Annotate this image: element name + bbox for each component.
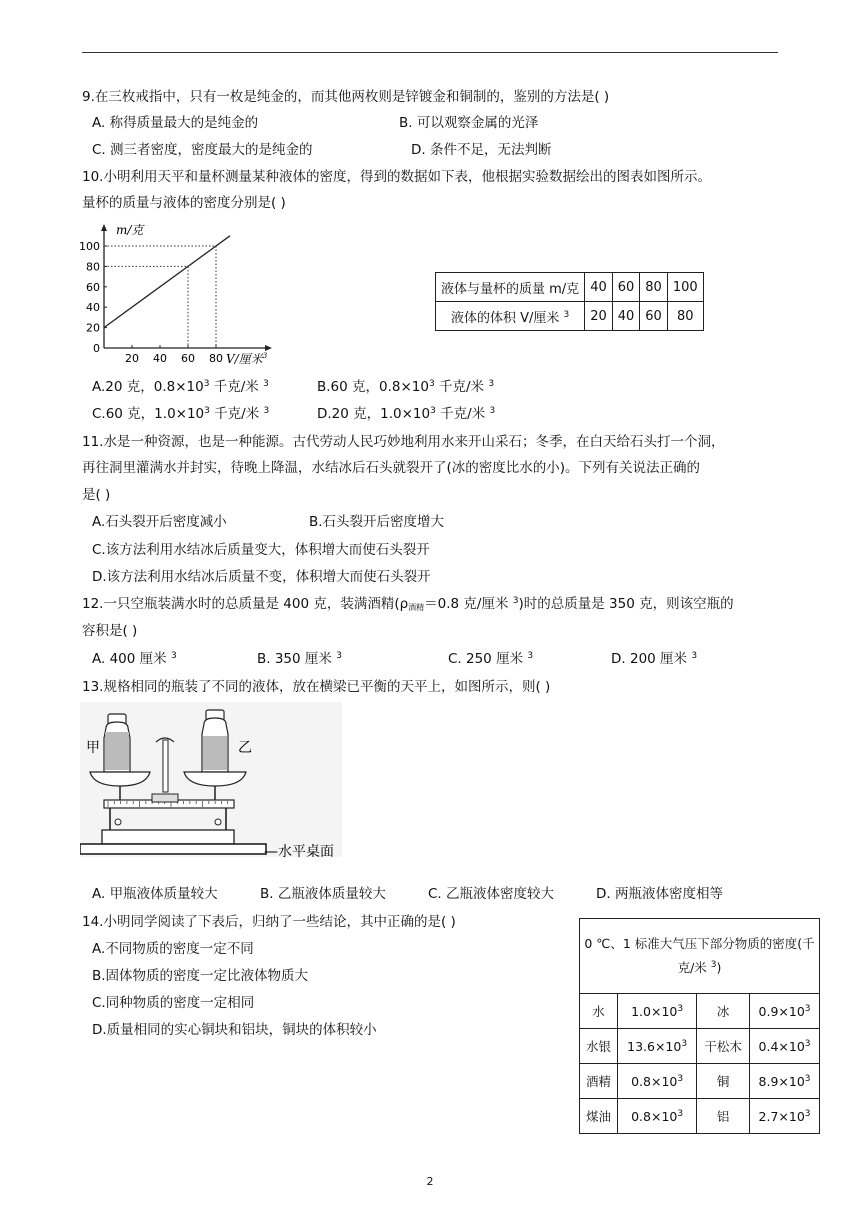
table-cell: 酒精 [580, 1064, 618, 1099]
q12-stem-line2: 容积是( ) [82, 623, 138, 639]
table-cell: $0.9\times 10^3$ [750, 994, 820, 1029]
table-cell: 100 [667, 273, 703, 302]
table-cell: 煤油 [580, 1099, 618, 1134]
q11-option-c: C.该方法利用水结冰后质量变大，体积增大而使石头裂开 [92, 542, 430, 558]
row1-label: 液体与量杯的质量 m/克 [436, 273, 585, 302]
q9-option-d: D. 条件不足，无法判断 [411, 142, 552, 158]
density-table-header: 0 ℃、1 标准大气压下部分物质的密度(千克/米 $^3$) [580, 919, 820, 994]
q13-stem: 13.规格相同的瓶装了不同的液体，放在横梁已平衡的天平上，如图所示，则( ) [82, 679, 551, 695]
q11-stem-line1: 11.水是一种资源，也是一种能源。古代劳动人民巧妙地利用水来开山采石；冬季，在白天给石头打一个洞， [82, 434, 725, 450]
y-tick-label: 40 [86, 301, 100, 315]
x-tick-label: 80 [209, 352, 223, 365]
q14-option-a: A.不同物质的密度一定不同 [92, 941, 254, 957]
table-cell: $0.8\times 10^3$ [617, 1099, 696, 1134]
pointer [163, 740, 168, 792]
table-label: —水平桌面 [264, 844, 334, 860]
q13-balance-figure [80, 702, 380, 872]
q12-option-b: B. 350 厘米 $^3$ [257, 651, 342, 667]
table-cell: 铝 [697, 1099, 750, 1134]
table-cell: 80 [640, 273, 668, 302]
y-tick-label: 80 [86, 260, 100, 274]
q10-option-a: A.20 克，$0.8\times 10^3$ 千克/米 $^3$ [92, 379, 269, 395]
q13-option-b: B. 乙瓶液体质量较大 [260, 886, 386, 902]
table-cell: $0.8\times 10^3$ [617, 1064, 696, 1099]
table-row [580, 1099, 820, 1134]
q11-option-a: A.石头裂开后密度减小 [92, 514, 227, 530]
q12-option-a: A. 400 厘米 $^3$ [92, 651, 177, 667]
x-tick-label: 60 [181, 352, 195, 365]
table-cell: $1.0\times 10^3$ [617, 994, 696, 1029]
adjust-knob-right [215, 819, 221, 825]
page-number: 2 [426, 1175, 434, 1188]
y-tick-label: 20 [86, 321, 100, 335]
q11-stem-line3: 是( ) [82, 487, 111, 503]
graph-x-label: V/厘米$^3$ [226, 352, 268, 366]
y-tick-label: 60 [86, 280, 100, 294]
q10-option-b: B.60 克，$0.8\times 10^3$ 千克/米 $^3$ [317, 379, 495, 395]
table-cell: 水银 [580, 1029, 618, 1064]
table-cell: 60 [640, 302, 668, 331]
x-tick-label: 40 [153, 352, 167, 365]
label-yi: 乙 [238, 740, 252, 756]
table-row [580, 919, 820, 994]
q14-option-c: C.同种物质的密度一定相同 [92, 995, 255, 1011]
q11-stem-line2: 再往洞里灌满水并封实，待晚上降温，水结冰后石头就裂开了(冰的密度比水的小)。下列有关说法正确的 [82, 460, 701, 476]
graph-x-arrow [265, 345, 272, 351]
table-row [436, 273, 704, 302]
table-cell: 40 [585, 273, 613, 302]
table-cell: 20 [585, 302, 613, 331]
table-cell: 铜 [697, 1064, 750, 1099]
q10-data-table [435, 272, 704, 331]
table-row [580, 1064, 820, 1099]
q13-option-c: C. 乙瓶液体密度较大 [428, 886, 555, 902]
q10-mass-volume-graph [76, 218, 276, 368]
graph-data-line [104, 236, 230, 328]
q10-stem-line1: 10.小明利用天平和量杯测量某种液体的密度，得到的数据如下表，他根据实验数据绘出的图表如图所示。 [82, 169, 711, 185]
q9-option-c: C. 测三者密度，密度最大的是纯金的 [92, 142, 313, 158]
q9-option-b: B. 可以观察金属的光泽 [399, 115, 539, 131]
left-bottle [104, 714, 130, 772]
x-tick-label: 20 [125, 352, 139, 365]
table-cell: 干松木 [697, 1029, 750, 1064]
table-cell: $8.9\times 10^3$ [750, 1064, 820, 1099]
table-row [436, 302, 704, 331]
table-cell: 80 [667, 302, 703, 331]
table-cell: $2.7\times 10^3$ [750, 1099, 820, 1134]
rider [152, 794, 178, 802]
adjust-knob-left [115, 819, 121, 825]
q10-stem-line2: 量杯的质量与液体的密度分别是( ) [82, 195, 286, 211]
q12-option-d: D. 200 厘米 $^3$ [611, 651, 698, 667]
graph-y-label: m/克 [116, 223, 144, 237]
q12-option-c: C. 250 厘米 $^3$ [448, 651, 534, 667]
y-tick-label: 0 [93, 342, 100, 355]
table-cell: $13.6\times 10^3$ [617, 1029, 696, 1064]
y-tick-label: 100 [79, 240, 100, 253]
q13-option-d: D. 两瓶液体密度相等 [596, 886, 723, 902]
q14-option-b: B.固体物质的密度一定比液体物质大 [92, 968, 309, 984]
table-cell: 40 [612, 302, 640, 331]
q10-option-d: D.20 克，$1.0\times 10^3$ 千克/米 $^3$ [317, 406, 496, 422]
graph-y-arrow [101, 224, 107, 231]
q14-stem: 14.小明同学阅读了下表后，归纳了一些结论，其中正确的是( ) [82, 914, 456, 930]
row2-label: 液体的体积 V/厘米 $^3$ [436, 302, 585, 331]
balance-base [102, 830, 234, 844]
q11-option-b: B.石头裂开后密度增大 [309, 514, 445, 530]
table-cell: $0.4\times 10^3$ [750, 1029, 820, 1064]
q10-option-c: C.60 克，$1.0\times 10^3$ 千克/米 $^3$ [92, 406, 270, 422]
q13-option-a: A. 甲瓶液体质量较大 [92, 886, 218, 902]
q14-option-d: D.质量相同的实心铜块和铝块，铜块的体积较小 [92, 1022, 377, 1038]
q14-density-table [579, 918, 820, 1134]
q9-option-a: A. 称得质量最大的是纯金的 [92, 115, 259, 131]
table-cell: 冰 [697, 994, 750, 1029]
right-bottle [202, 710, 228, 772]
table-cell: 60 [612, 273, 640, 302]
graph-guides [104, 246, 216, 348]
table-surface [80, 844, 266, 854]
table-row [580, 1029, 820, 1064]
table-row [580, 994, 820, 1029]
q12-stem-line1: 12.一只空瓶装满水时的总质量是 400 克，装满酒精($\rho_{酒精}=0.8$ 克/厘米 $^3$)时的总质量是 350 克，则该空瓶的 [82, 596, 734, 612]
header-rule [82, 52, 778, 53]
q11-option-d: D.该方法利用水结冰后质量不变，体积增大而使石头裂开 [92, 569, 431, 585]
graph-ticks [79, 240, 223, 365]
label-jia: 甲 [86, 740, 100, 756]
q9-stem: 9.在三枚戒指中，只有一枚是纯金的，而其他两枚则是锌镀金和铜制的，鉴别的方法是( ) [82, 89, 610, 105]
table-cell: 水 [580, 994, 618, 1029]
